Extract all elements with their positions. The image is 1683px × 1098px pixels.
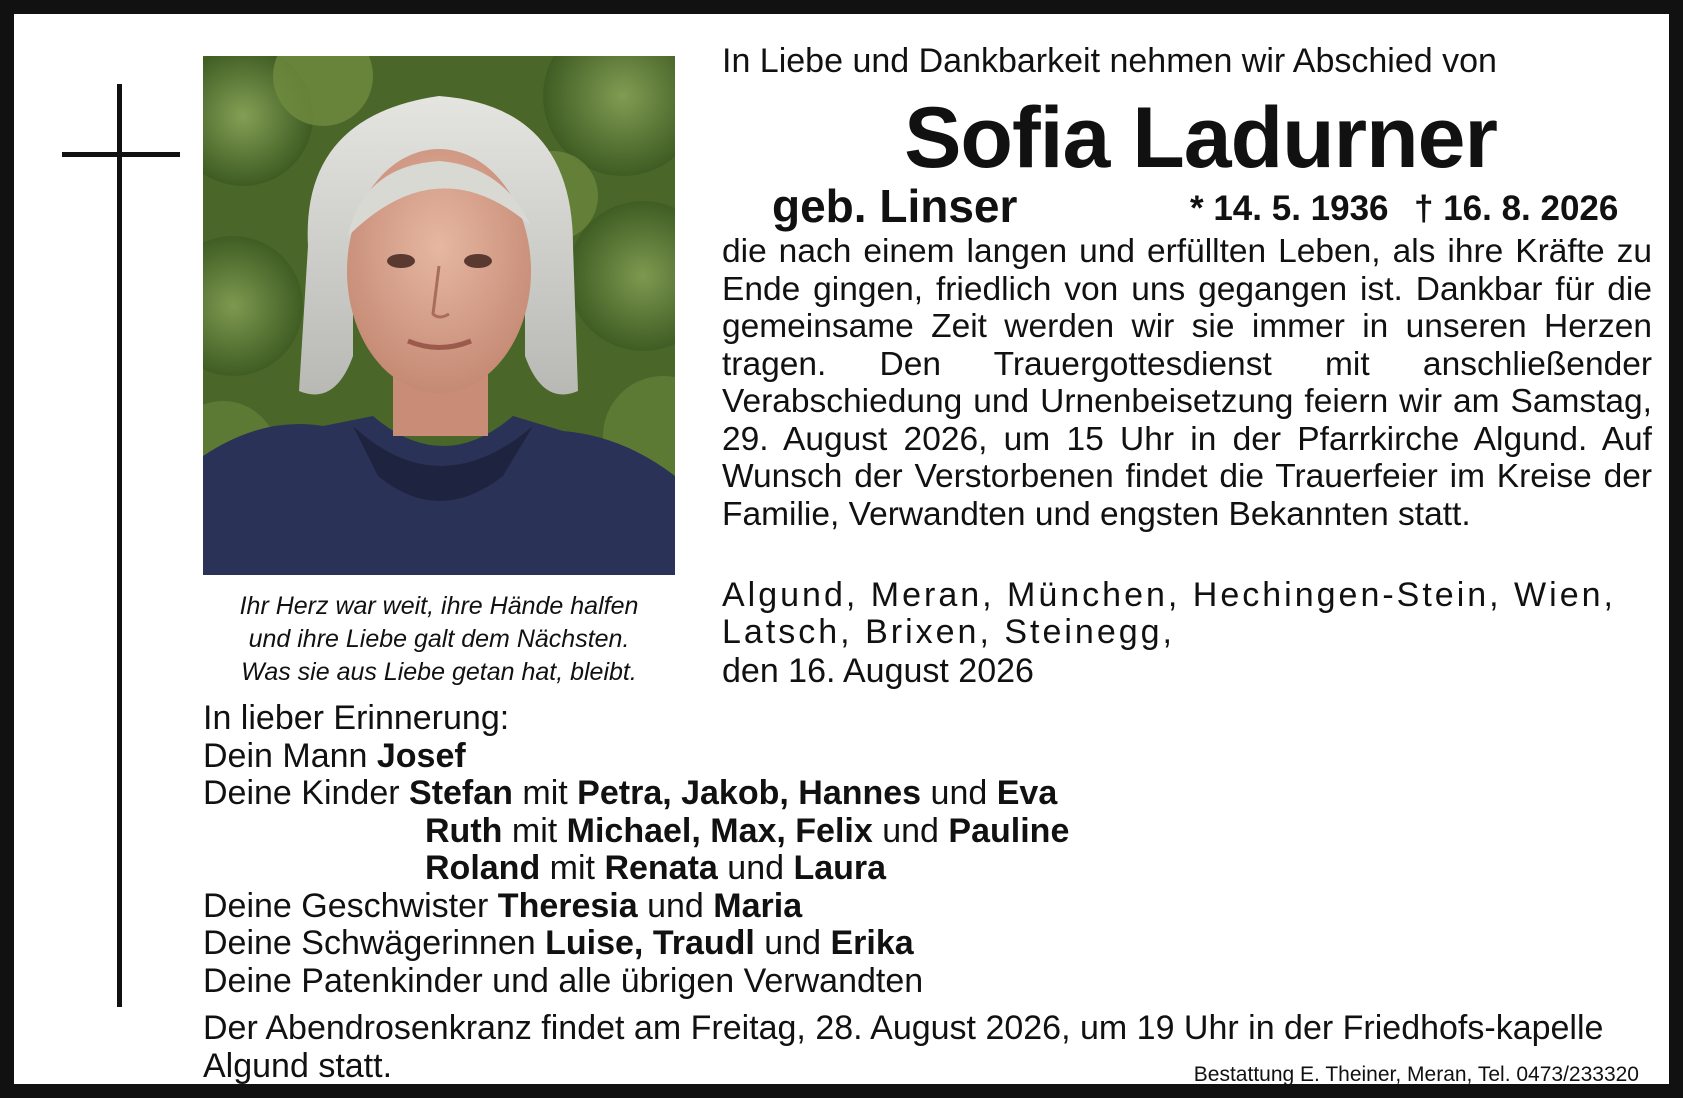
portrait-photo (203, 56, 675, 575)
mourner-row-children (203, 775, 1663, 813)
undertaker-contact: Bestattung E. Theiner, Meran, Tel. 0473/233320 (1193, 1063, 1639, 1086)
mourner-name: Renata (604, 849, 718, 887)
connector-word: mit (522, 774, 568, 812)
relation-label: Deine Schwägerinnen (203, 924, 536, 962)
connector-word: mit (511, 811, 558, 850)
mourners-list (203, 700, 1663, 1000)
mourner-name: Luise, Traudl (545, 924, 755, 962)
mourner-name: Stefan (409, 774, 513, 812)
mourner-name: Roland (425, 849, 541, 887)
relation-label: Deine Kinder (203, 774, 400, 812)
death-date: † 16. 8. 2026 (1414, 189, 1619, 228)
mourner-name: Laura (793, 849, 887, 887)
mourner-row-child (203, 813, 1663, 851)
mourner-name: Michael, Max, Felix (566, 811, 873, 850)
cross-icon-vertical-bar (117, 84, 122, 1007)
photo-caption (203, 590, 675, 689)
connector-word: und (647, 886, 704, 925)
caption-line: Ihr Herz war weit, ihre Hände halfen (239, 592, 639, 620)
connector-word: mit (549, 849, 595, 887)
mourner-name: Erika (830, 924, 914, 962)
connector-word: und (930, 774, 988, 812)
cross-icon-horizontal-bar (62, 152, 180, 157)
mourner-row-godchildren: Deine Patenkinder und alle übrigen Verwandten (203, 961, 924, 1000)
relation-label: Deine Geschwister (203, 886, 489, 925)
connector-word: und (727, 849, 785, 887)
mourner-name: Ruth (425, 811, 503, 850)
intro-line: In Liebe und Dankbarkeit nehmen wir Abschied von (722, 42, 1497, 80)
connector-word: und (764, 924, 822, 962)
deceased-name: Sofia Ladurner (904, 90, 1497, 186)
portrait-illustration (203, 56, 675, 575)
mourner-name: Theresia (497, 886, 638, 925)
mourner-name: Maria (713, 886, 803, 925)
mourner-row-husband (203, 738, 1663, 776)
notice-date: den 16. August 2026 (722, 652, 1034, 690)
obituary-text: die nach einem langen und erfüllten Leben, als ihre Kräfte zu Ende gingen, friedlich von uns gegangen ist. Dankbar für die gemeinsame Zeit werden wir sie immer in unseren Herzen tragen. Den Trauergottesdienst mit anschließender Verabschiedung und Urnenbeisetzung feiern wir am Samstag, 29. August 2026, um 15 Uhr in der Pfarrkirche Algund. Auf Wunsch der Verstorbenen findet die Trauerfeier im Kreise der Familie, Verwandten und engsten Bekannten statt. (722, 233, 1652, 533)
rosary-notice: Der Abendrosenkranz findet am Freitag, 28. August 2026, um 19 Uhr in der Friedhofs-kapelle Algund statt. (203, 1009, 1604, 1085)
relation-label: Dein Mann (203, 736, 368, 775)
mourner-places: Algund, Meran, München, Hechingen-Stein, Wien, Latsch, Brixen, Steinegg, (722, 576, 1616, 651)
mourner-name: Pauline (948, 811, 1070, 850)
connector-word: und (882, 811, 939, 850)
mourner-name: Josef (376, 736, 466, 775)
mourners-heading: In lieber Erinnerung: (203, 699, 510, 737)
birth-date: * 14. 5. 1936 (1190, 189, 1389, 228)
mourner-row-child (203, 850, 1663, 888)
mourner-row-siblings (203, 888, 1663, 926)
mourner-row-sisters-in-law (203, 925, 1663, 963)
mourner-name: Petra, Jakob, Hannes (577, 774, 922, 812)
birth-name: geb. Linser (772, 180, 1018, 232)
caption-line: und ihre Liebe galt dem Nächsten. (248, 625, 630, 653)
mourner-name: Eva (996, 774, 1058, 812)
caption-line: Was sie aus Liebe getan hat, bleibt. (241, 658, 637, 686)
